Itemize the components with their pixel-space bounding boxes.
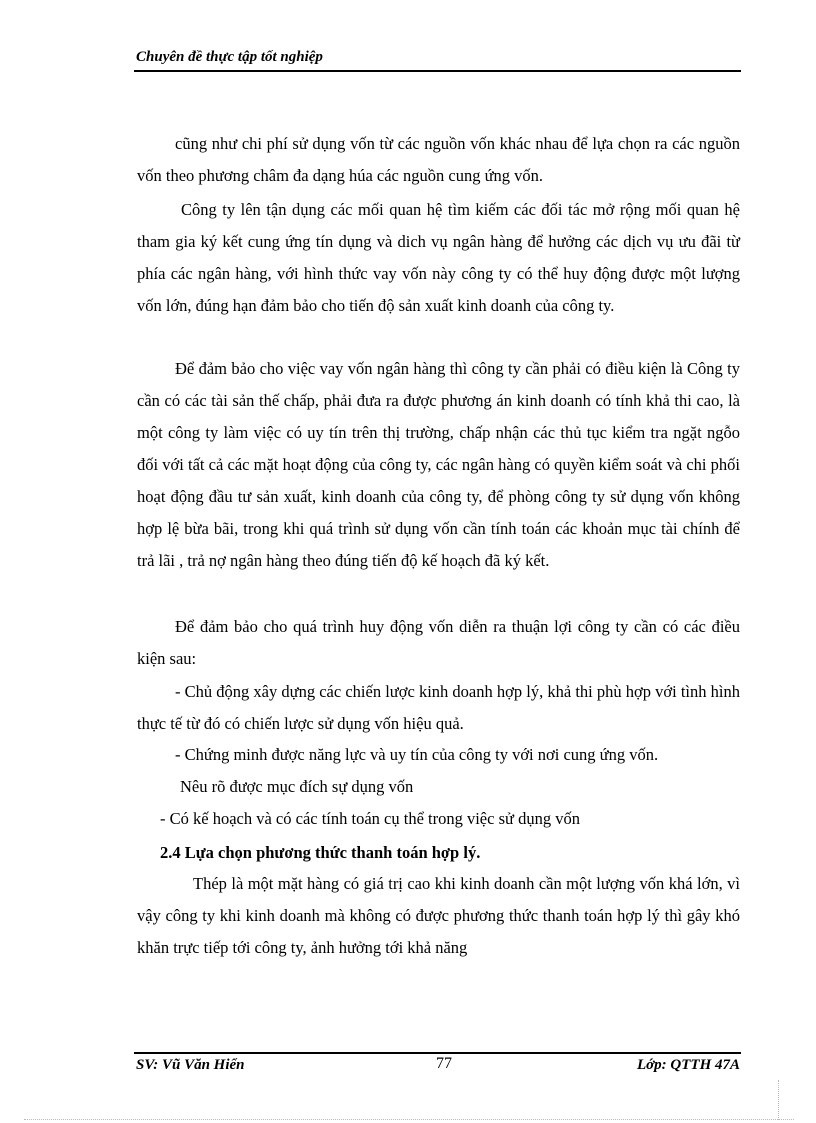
class-label: Lớp: QTTH 47A — [636, 1057, 740, 1073]
bullet-item-2: - Chứng minh được năng lực và uy tín của công ty với nơi cung ứng vốn. — [175, 745, 659, 764]
student-name: SV: Vũ Văn Hiển — [136, 1057, 245, 1073]
margin-dotted-line — [778, 1080, 779, 1120]
bullet-item-3: Nêu rõ được mục đích sự dụng vốn — [180, 777, 414, 796]
paragraph-3: Để đảm bảo cho việc vay vốn ngân hàng thì công ty cần phải có điều kiện là Công ty cần có các tài sản thế chấp, phải đưa ra được phương án kinh doanh có tính khả thi cao, là một công ty làm việc có uy tín trên thị trường, chấp nhận các thủ tục kiểm tra ngặt ngỗo đối với tất cả các mặt hoạt động của công ty, các ngân hàng có quyền kiểm soát và chi phối hoạt động đầu tư sản xuất, kinh doanh của công ty, để phòng công ty sử dụng vốn không hợp lệ bừa bãi, trong khi quá trình sử dụng vốn cần tính toán các khoản mục tài chính để trả lãi , trả nợ ngân hàng theo đúng tiến độ kế hoạch đã ký kết. — [137, 359, 740, 570]
bullet-item-1: - Chủ động xây dựng các chiến lược kinh doanh hợp lý, khả thi phù hợp với tình hình thực tế từ đó có chiến lược sử dụng vốn hiệu quả. — [137, 682, 740, 733]
paragraph-4: Để đảm bảo cho quá trình huy động vốn diễn ra thuận lợi công ty cần có các điều kiện sau: — [137, 617, 740, 668]
footer-divider — [134, 1052, 741, 1054]
section-heading: 2.4 Lựa chọn phương thức thanh toán hợp lý. — [160, 843, 481, 862]
paragraph-1: cũng như chi phí sử dụng vốn từ các nguồn vốn khác nhau để lựa chọn ra các nguồn vốn theo phương châm đa dạng húa các nguồn cung ứng vốn. — [137, 134, 740, 185]
header-divider — [134, 70, 741, 72]
bullet-item-4: - Có kế hoạch và có các tính toán cụ thể trong việc sử dụng vốn — [160, 809, 580, 828]
page-number: 77 — [436, 1055, 452, 1072]
paragraph-2: Công ty lên tận dụng các mối quan hệ tìm kiếm các đối tác mở rộng mối quan hệ tham gia ký kết cung ứng tín dụng và dich vụ ngân hàng để hưởng các dịch vụ ưu đãi từ phía các ngân hàng, với hình thức vay vốn này công ty có thể huy động được một lượng vốn lớn, đúng hạn đảm bảo cho tiến độ sản xuất kinh doanh của công ty. — [137, 200, 740, 315]
bottom-dotted-line — [24, 1119, 794, 1120]
paragraph-5: Thép là một mặt hàng có giá trị cao khi kinh doanh cần một lượng vốn khá lớn, vì vậy công ty khi kinh doanh mà không có được phương thức thanh toán hợp lý thì gây khó khăn trực tiếp tới công ty, ảnh hưởng tới khả năng — [137, 874, 740, 957]
header-title: Chuyên đề thực tập tốt nghiệp — [136, 49, 323, 65]
